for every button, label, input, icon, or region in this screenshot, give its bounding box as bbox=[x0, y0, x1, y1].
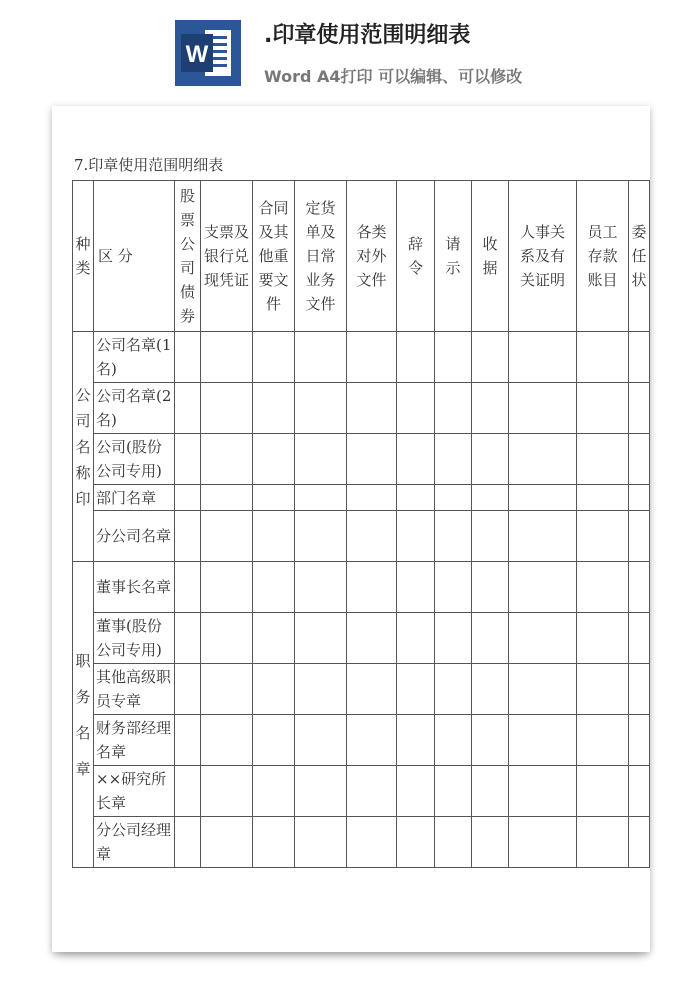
header-class: 区 分 bbox=[94, 181, 175, 332]
table-header-row bbox=[73, 181, 650, 332]
table-row bbox=[73, 715, 650, 766]
banner-title: .印章使用范围明细表 bbox=[264, 23, 471, 48]
row-label: ××研究所长章 bbox=[94, 766, 175, 817]
header-col-4: 定货单及日常业务文件 bbox=[295, 181, 347, 332]
seal-usage-table bbox=[72, 180, 650, 868]
row-label: 其他高级职员专章 bbox=[94, 664, 175, 715]
table-row bbox=[73, 383, 650, 434]
group-company-seal: 公司名称印 bbox=[73, 332, 94, 562]
header-col-3: 合同及其他重要文件 bbox=[253, 181, 295, 332]
banner bbox=[0, 0, 700, 100]
row-label: 董事(股份公司专用) bbox=[94, 613, 175, 664]
document-page bbox=[52, 106, 650, 952]
row-label: 公司名章(2名) bbox=[94, 383, 175, 434]
header-col-9: 人事关系及有关证明 bbox=[509, 181, 577, 332]
document-heading: 7.印章使用范围明细表 bbox=[74, 156, 224, 174]
table-row bbox=[73, 485, 650, 511]
header-col-5: 各类对外文件 bbox=[347, 181, 397, 332]
header-col-8: 收据 bbox=[472, 181, 509, 332]
row-label: 分公司名章 bbox=[94, 511, 175, 562]
table-row bbox=[73, 562, 650, 613]
banner-subtitle: Word A4打印 可以编辑、可以修改 bbox=[264, 67, 523, 86]
header-col-1: 股票公司债券 bbox=[175, 181, 201, 332]
header-col-10: 员工存款账目 bbox=[577, 181, 629, 332]
table-row bbox=[73, 511, 650, 562]
table-row bbox=[73, 332, 650, 383]
row-label: 部门名章 bbox=[94, 485, 175, 511]
group-position-seal: 职务名章 bbox=[73, 562, 94, 868]
row-label: 董事长名章 bbox=[94, 562, 175, 613]
table-row bbox=[73, 434, 650, 485]
header-col-7: 请示 bbox=[435, 181, 472, 332]
row-label: 分公司经理章 bbox=[94, 817, 175, 868]
table-row bbox=[73, 766, 650, 817]
header-col-11: 委任状 bbox=[629, 181, 650, 332]
table-row bbox=[73, 613, 650, 664]
row-label: 公司(股份公司专用) bbox=[94, 434, 175, 485]
row-label: 公司名章(1名) bbox=[94, 332, 175, 383]
header-kind: 种类 bbox=[73, 181, 94, 332]
table-row bbox=[73, 817, 650, 868]
word-document-icon bbox=[175, 20, 241, 86]
table-row bbox=[73, 664, 650, 715]
svg-text:W: W bbox=[185, 41, 209, 68]
row-label: 财务部经理名章 bbox=[94, 715, 175, 766]
header-col-6: 辞令 bbox=[397, 181, 435, 332]
header-col-2: 支票及银行兑现凭证 bbox=[201, 181, 253, 332]
